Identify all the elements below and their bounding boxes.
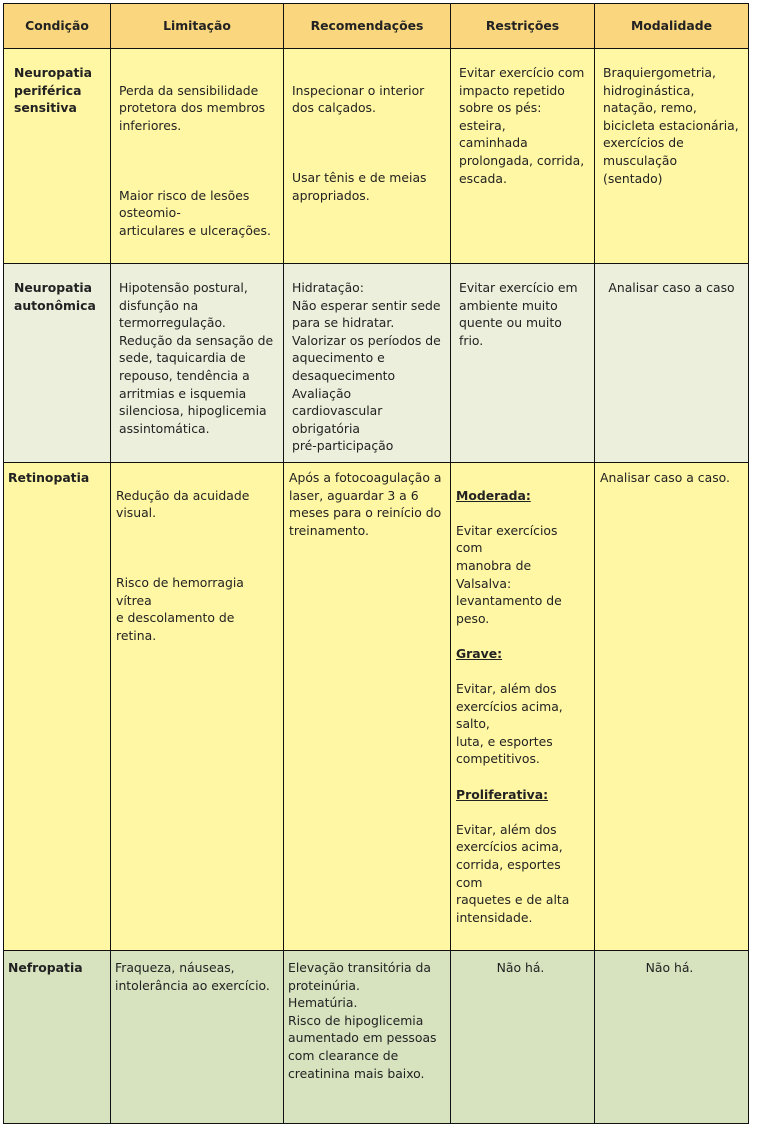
cell-condicao bbox=[4, 263, 111, 462]
condition-label: Nefropatia bbox=[8, 959, 83, 975]
header-condicao: Condição bbox=[4, 4, 111, 49]
table-row bbox=[4, 49, 749, 264]
condition-label: Neuropatia autonômica bbox=[14, 279, 96, 313]
cell-recomendacoes bbox=[284, 462, 451, 950]
cell-restricoes bbox=[451, 950, 595, 1123]
table-row bbox=[4, 462, 749, 950]
restriction-text: Evitar exercício em ambiente muito quente ou muito frio. bbox=[459, 279, 578, 348]
cell-recomendacoes bbox=[284, 950, 451, 1123]
severity-label-grave: Grave: bbox=[456, 645, 503, 661]
limitation-text: Hipotensão postural, disfunção na termorregulação. Redução da sensação de sede, taquicardia de repouso, tendência a arritmias e isquemia silenciosa, hipoglicemia assintomática. bbox=[119, 279, 274, 436]
cell-condicao bbox=[4, 462, 111, 950]
cell-condicao bbox=[4, 950, 111, 1123]
recommendation-text: Após a fotocoagulação a laser, aguardar 3 a 6 meses para o reinício do treinamento. bbox=[289, 469, 442, 538]
cell-condicao bbox=[4, 49, 111, 264]
limitation-text: Fraqueza, náuseas, intolerância ao exercício. bbox=[115, 959, 270, 993]
cell-limitacao bbox=[111, 462, 284, 950]
header-recomendacoes: Recomendações bbox=[284, 4, 451, 49]
restriction-text: Não há. bbox=[496, 959, 545, 975]
severity-label-moderada: Moderada: bbox=[456, 487, 531, 503]
modality-text: Não há. bbox=[645, 959, 694, 975]
restriction-text: Evitar exercícios com manobra de Valsalva: levantamento de peso. bbox=[456, 522, 562, 626]
header-row bbox=[4, 4, 749, 49]
header-restricoes: Restrições bbox=[451, 4, 595, 49]
recommendation-text: Elevação transitória da proteinúria. Hematúria. Risco de hipoglicemia aumentado em pessoas com clearance de creatinina mais baixo. bbox=[288, 959, 437, 1081]
cell-limitacao bbox=[111, 263, 284, 462]
cell-modalidade bbox=[595, 950, 749, 1123]
recommendation-text: Usar tênis e de meias apropriados. bbox=[292, 169, 427, 203]
severity-label-proliferativa: Proliferativa: bbox=[456, 786, 549, 802]
modality-text: Analisar caso a caso. bbox=[600, 469, 730, 485]
cell-restricoes bbox=[451, 49, 595, 264]
limitation-text: Redução da acuidade visual. bbox=[116, 487, 250, 521]
cell-modalidade bbox=[595, 462, 749, 950]
modality-text: Analisar caso a caso bbox=[608, 279, 735, 295]
cell-recomendacoes bbox=[284, 263, 451, 462]
diabetes-complications-exercise-table bbox=[3, 3, 749, 1124]
condition-label: Neuropatia periférica sensitiva bbox=[14, 65, 92, 116]
header-modalidade: Modalidade bbox=[595, 4, 749, 49]
limitation-text: Perda da sensibilidade protetora dos membros inferiores. bbox=[119, 82, 266, 133]
cell-restricoes bbox=[451, 462, 595, 950]
cell-restricoes bbox=[451, 263, 595, 462]
table-row bbox=[4, 950, 749, 1123]
limitation-text: Risco de hemorragia vítrea e descolamento de retina. bbox=[116, 574, 244, 643]
restriction-text: Evitar, além dos exercícios acima, corrida, esportes com raquetes e de alta intensidade. bbox=[456, 821, 570, 925]
table-row bbox=[4, 263, 749, 462]
header-limitacao: Limitação bbox=[111, 4, 284, 49]
recommendation-text: Inspecionar o interior dos calçados. bbox=[292, 82, 425, 116]
cell-modalidade bbox=[595, 49, 749, 264]
cell-recomendacoes bbox=[284, 49, 451, 264]
recommendation-text: Hidratação: Não esperar sentir sede para se hidratar. Valorizar os períodos de aquecimento e desaquecimento Avaliação cardiovascular obrigatória pré-participação bbox=[292, 279, 441, 454]
condition-label: Retinopatia bbox=[8, 469, 90, 485]
cell-limitacao bbox=[111, 950, 284, 1123]
limitation-text: Maior risco de lesões osteomio- articulares e ulcerações. bbox=[119, 187, 271, 238]
restriction-text: Evitar, além dos exercícios acima, salto, luta, e esportes competitivos. bbox=[456, 681, 563, 767]
restriction-text: Evitar exercício com impacto repetido sobre os pés: esteira, caminhada prolongada, corrida, escada. bbox=[459, 65, 585, 186]
cell-modalidade bbox=[595, 263, 749, 462]
modality-text: Braquiergometria, hidroginástica, natação, remo, bicicleta estacionária, exercícios de musculação (sentado) bbox=[603, 65, 739, 186]
cell-limitacao bbox=[111, 49, 284, 264]
